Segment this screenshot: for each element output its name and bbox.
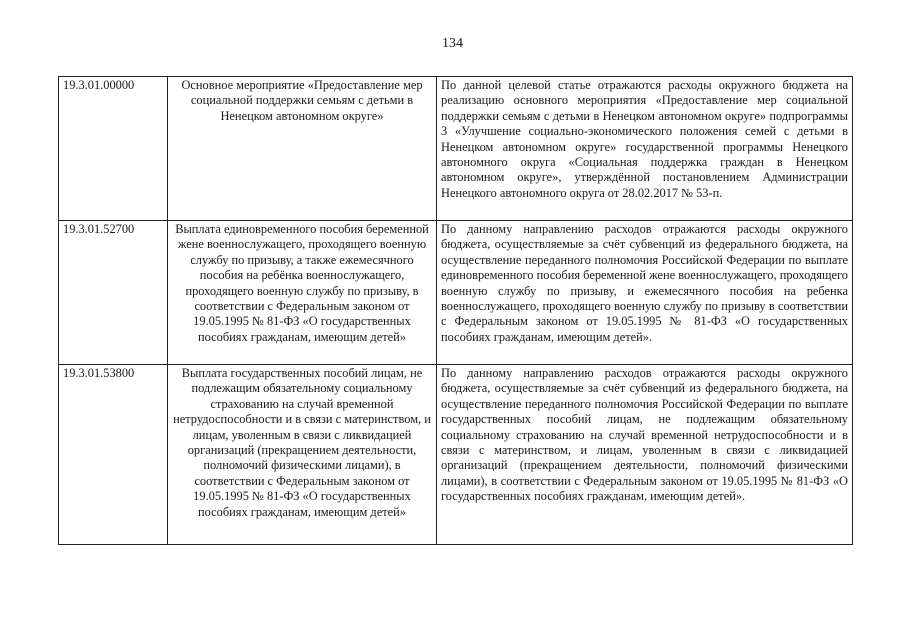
- target-article-description: По данному направлению расходов отражаются расходы окружного бюджета, осуществляемые за счёт субвенций из федерального бюджета, на осуществление переданного полномочия Российской Федерации по выплате государственных пособий лицам, не подлежащим обязательному социальному страхованию на случай временной нетрудоспособности и в связи с материнством, и лицам, уволенным в связи с ликвидацией организаций (прекращением деятельности, полномочий физическими лицами), в соответствии с Федеральным законом от 19.05.1995 № 81-ФЗ «О государственных пособиях гражданам, имеющим детей».: [437, 365, 853, 545]
- target-article-name: Выплата единовременного пособия беременной жене военнослужащего, проходящего военную службу по призыву, а также ежемесячного пособия на ребёнка военнослужащего, проходящего военную службу по призыву, в соответствии с Федеральным законом от 19.05.1995 № 81-ФЗ «О государственных пособиях гражданам, имеющим детей»: [168, 221, 437, 365]
- table-row: [59, 221, 853, 365]
- target-article-description: По данной целевой статье отражаются расходы окружного бюджета на реализацию основного мероприятия «Предоставление мер социальной поддержки семьям с детьми в Ненецком автономном округе» подпрограммы 3 «Улучшение социально-экономического положения семей с детьми в Ненецком автономном округе» государственной программы Ненецкого автономного округа «Социальная поддержка граждан в Ненецком автономном округе», утверждённой постановлением Администрации Ненецкого автономного округа от 28.02.2017 № 53-п.: [437, 77, 853, 221]
- table-row: [59, 77, 853, 221]
- target-article-code: 19.3.01.52700: [59, 221, 168, 365]
- target-article-code: 19.3.01.53800: [59, 365, 168, 545]
- target-article-name: Основное мероприятие «Предоставление мер социальной поддержки семьям с детьми в Ненецком автономном округе»: [168, 77, 437, 221]
- table-row: [59, 365, 853, 545]
- target-article-name: Выплата государственных пособий лицам, не подлежащим обязательному социальному страхованию на случай временной нетрудоспособности и в связи с материнством, и лицам, уволенным в связи с ликвидацией организаций (прекращением деятельности, полномочий физическими лицами), в соответствии с Федеральным законом от 19.05.1995 № 81-ФЗ «О государственных пособиях гражданам, имеющим детей»: [168, 365, 437, 545]
- target-article-code: 19.3.01.00000: [59, 77, 168, 221]
- budget-classification-table: [58, 76, 853, 545]
- page-number: 134: [442, 36, 463, 51]
- target-article-description: По данному направлению расходов отражаются расходы окружного бюджета, осуществляемые за счёт субвенций из федерального бюджета, на осуществление переданного полномочия Российской Федерации по выплате единовременного пособия беременной жене военнослужащего, проходящего военную службу по призыву, и ежемесячного пособия на ребенка военнослужащего, проходящего военную службу по призыву в соответствии с Федеральным законом от 19.05.1995 № 81-ФЗ «О государственных пособиях гражданам, имеющим детей».: [437, 221, 853, 365]
